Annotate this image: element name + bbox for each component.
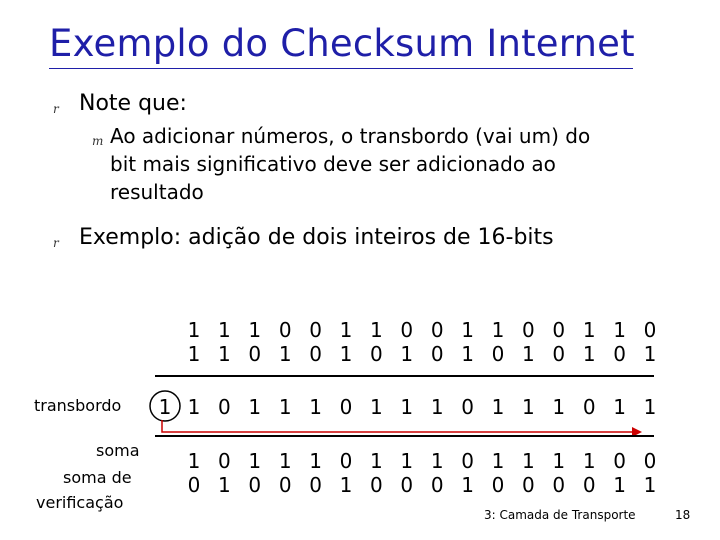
bit-b-6: 0: [370, 342, 383, 366]
bit-wrap-4: 1: [309, 395, 322, 419]
checksum-label-line-1: soma de: [63, 468, 132, 487]
bit-wrap-12: 1: [552, 395, 566, 419]
bit-b-4: 0: [309, 342, 322, 366]
bit-sum-4: 1: [309, 449, 322, 473]
bit-a-10: 1: [491, 318, 505, 342]
sub-bullet-line-1: Ao adicionar números, o transbordo (vai um) do: [110, 124, 591, 148]
bit-checksum-3: 0: [278, 473, 292, 497]
sum-rule: [155, 435, 654, 437]
bit-a-13: 1: [582, 318, 596, 342]
bit-sum-6: 1: [370, 449, 383, 473]
sub-bullet-marker: m: [92, 134, 104, 148]
bullet-1-text: Note que:: [79, 91, 187, 116]
bit-b-9: 1: [461, 342, 474, 366]
bit-a-15: 0: [643, 318, 657, 342]
bullet-2-marker: r: [53, 236, 59, 250]
page-title: Exemplo do Checksum Internet: [49, 22, 635, 65]
bit-checksum-1: 1: [218, 473, 231, 497]
bit-sum-2: 1: [248, 449, 262, 473]
bit-checksum-5: 1: [339, 473, 353, 497]
bit-b-12: 0: [552, 342, 566, 366]
bit-wrap-2: 1: [248, 395, 262, 419]
bit-checksum-2: 0: [248, 473, 262, 497]
bit-checksum-6: 0: [370, 473, 383, 497]
bit-a-2: 1: [248, 318, 262, 342]
bit-a-8: 0: [430, 318, 444, 342]
bit-b-14: 0: [613, 342, 626, 366]
bit-checksum-4: 0: [309, 473, 322, 497]
bit-wrap-13: 0: [582, 395, 596, 419]
bit-b-1: 1: [218, 342, 231, 366]
bit-a-11: 0: [522, 318, 535, 342]
bullet-2-text: Exemplo: adição de dois inteiros de 16-bits: [79, 225, 554, 250]
bit-b-3: 1: [278, 342, 292, 366]
addition-rule: [155, 375, 654, 377]
bit-a-12: 0: [552, 318, 566, 342]
sub-bullet-line-2: bit mais significativo deve ser adicionado ao: [110, 152, 556, 176]
bit-b-15: 1: [643, 342, 657, 366]
bit-a-3: 0: [278, 318, 292, 342]
carry-bit-digit: 1: [158, 395, 172, 419]
bit-wrap-7: 1: [400, 395, 414, 419]
bit-a-4: 0: [309, 318, 322, 342]
footer-page-number: 18: [675, 508, 691, 522]
bit-a-14: 1: [613, 318, 626, 342]
bit-sum-8: 1: [430, 449, 444, 473]
bit-sum-10: 1: [491, 449, 505, 473]
bit-sum-9: 0: [461, 449, 474, 473]
bit-checksum-11: 0: [522, 473, 535, 497]
bit-wrap-11: 1: [522, 395, 535, 419]
bit-wrap-1: 0: [218, 395, 231, 419]
bit-sum-0: 1: [187, 449, 201, 473]
bit-a-9: 1: [461, 318, 474, 342]
bit-wrap-15: 1: [643, 395, 657, 419]
bit-a-0: 1: [187, 318, 201, 342]
bit-a-1: 1: [218, 318, 231, 342]
title-underline: [49, 68, 633, 69]
bit-b-10: 0: [491, 342, 505, 366]
bit-checksum-8: 0: [430, 473, 444, 497]
bit-wrap-9: 0: [461, 395, 474, 419]
bit-b-0: 1: [187, 342, 201, 366]
bullet-1-marker: r: [53, 102, 59, 116]
transbordo-label: transbordo: [34, 396, 122, 415]
bit-a-5: 1: [339, 318, 353, 342]
bit-sum-1: 0: [218, 449, 231, 473]
bit-checksum-0: 0: [187, 473, 201, 497]
checksum-label-line-2: verificação: [36, 493, 124, 512]
bit-sum-13: 1: [582, 449, 596, 473]
bit-sum-11: 1: [522, 449, 535, 473]
bit-sum-12: 1: [552, 449, 566, 473]
bit-sum-5: 0: [339, 449, 353, 473]
bit-b-5: 1: [339, 342, 353, 366]
bit-checksum-15: 1: [643, 473, 657, 497]
bit-sum-15: 0: [643, 449, 657, 473]
bit-checksum-7: 0: [400, 473, 414, 497]
bit-a-6: 1: [370, 318, 383, 342]
bit-wrap-10: 1: [491, 395, 505, 419]
footer-chapter: 3: Camada de Transporte: [484, 508, 636, 522]
bit-checksum-14: 1: [613, 473, 626, 497]
bit-wrap-14: 1: [613, 395, 626, 419]
bit-a-7: 0: [400, 318, 414, 342]
bit-b-13: 1: [582, 342, 596, 366]
bit-wrap-5: 0: [339, 395, 353, 419]
bit-checksum-12: 0: [552, 473, 566, 497]
bit-sum-14: 0: [613, 449, 626, 473]
bit-b-11: 1: [522, 342, 535, 366]
bit-wrap-0: 1: [187, 395, 201, 419]
sub-bullet-line-3: resultado: [110, 180, 204, 204]
bit-wrap-8: 1: [430, 395, 444, 419]
soma-label: soma: [96, 441, 140, 460]
bit-wrap-6: 1: [370, 395, 383, 419]
bit-wrap-3: 1: [278, 395, 292, 419]
bit-sum-7: 1: [400, 449, 414, 473]
bit-checksum-10: 0: [491, 473, 505, 497]
bit-checksum-13: 0: [582, 473, 596, 497]
bit-b-2: 0: [248, 342, 262, 366]
bit-b-8: 0: [430, 342, 444, 366]
bit-checksum-9: 1: [461, 473, 474, 497]
bit-b-7: 1: [400, 342, 414, 366]
bit-sum-3: 1: [278, 449, 292, 473]
